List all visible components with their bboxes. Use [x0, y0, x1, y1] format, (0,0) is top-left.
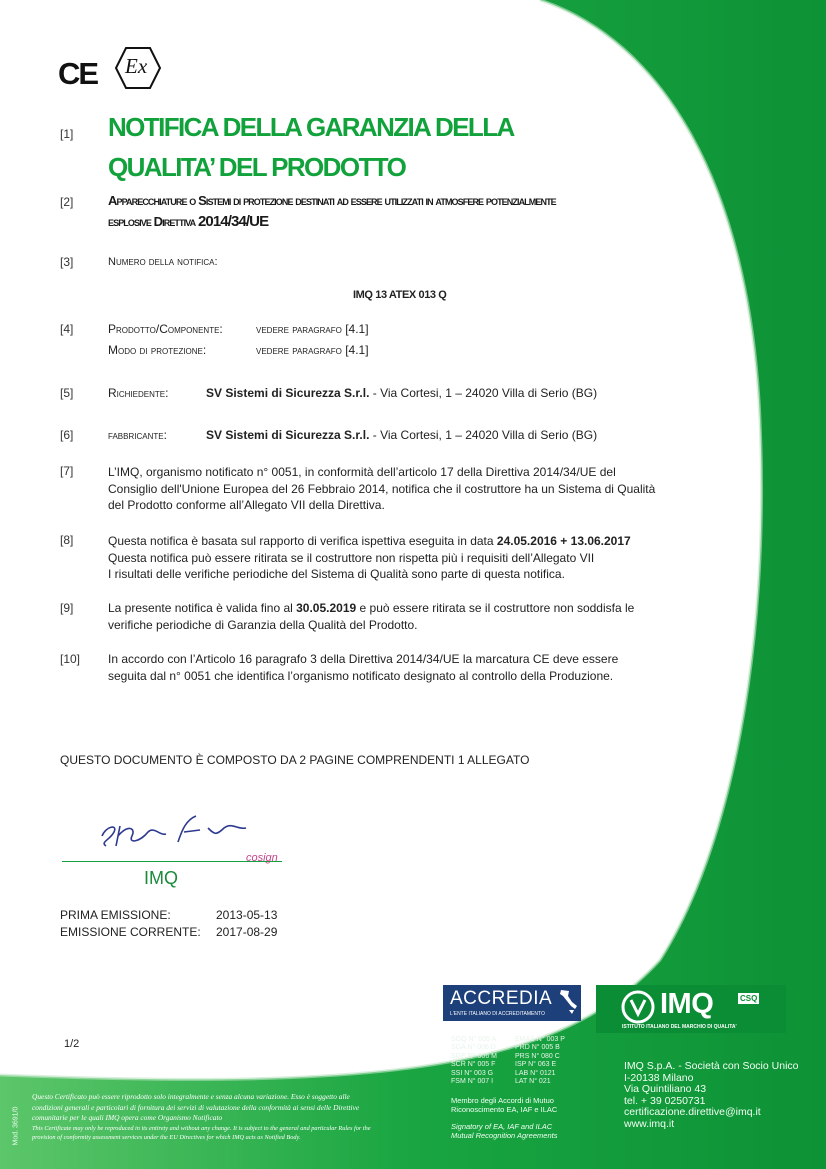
applicant-company: SV Sistemi di Sicurezza S.r.l. — [206, 386, 370, 400]
accredia-name: ACCREDIA — [450, 988, 553, 1009]
accredia-code: LAT N° 021 — [515, 1078, 551, 1086]
address-website: www.imq.it — [624, 1117, 675, 1130]
manufacturer-company: SV Sistemi di Sicurezza S.r.l. — [206, 428, 370, 442]
imq-logo-tagline: ISTITUTO ITALIANO DEL MARCHIO DI QUALITA' — [622, 1024, 737, 1030]
accredia-code: SCR N° 005 F — [451, 1061, 496, 1069]
applicant-address: - Via Cortesi, 1 – 24020 Villa di Serio (BG) — [369, 386, 598, 400]
paragraph-7 — [108, 464, 708, 514]
accredia-signatory-line: Mutual Recognition Agreements — [451, 1131, 558, 1140]
subtitle-prefix: esplosive Direttiva — [108, 214, 198, 229]
p9-prefix: La presente notifica è valida fino al — [108, 601, 297, 615]
item-number: [7] — [60, 464, 74, 478]
signature — [62, 806, 292, 896]
page-number: 1/2 — [64, 1038, 80, 1050]
applicant-value — [206, 385, 597, 402]
imq-logo — [596, 985, 786, 1033]
paragraph-line: verifiche periodiche di Garanzia della Qualità del Prodotto. — [108, 617, 418, 632]
page-title-line1: NOTIFICA DELLA GARANZIA DELLA — [108, 112, 514, 142]
item-number: [10] — [60, 652, 81, 666]
item-number: [4] — [60, 322, 74, 336]
item-number: [3] — [60, 255, 74, 269]
footer-line: Questo Certificato può essere riprodotto solo integralmente e senza alcuna variazione. Esso è soggetto alle — [32, 1092, 350, 1101]
notice-value: IMQ 13 ATEX 013 Q — [353, 289, 447, 301]
p8-prefix: Questa notifica è basata sul rapporto di verifica ispettiva eseguita in data — [108, 534, 497, 548]
form-code: Mod. 3691/0 — [12, 1106, 20, 1146]
paragraph-line: seguita dal n° 0051 che identifica l’organismo notificato designato al controllo della Produzione. — [108, 668, 614, 683]
ex-mark — [114, 46, 162, 90]
paragraph-line — [108, 533, 708, 550]
accredia-code: SGE N° 006 M — [451, 1052, 497, 1060]
csq-badge: CSQ — [740, 994, 758, 1003]
accredia-membership — [451, 1096, 557, 1114]
paragraph-line: del Prodotto conforme all’Allegato VII della Direttiva. — [108, 498, 385, 512]
product-label: Prodotto/Componente: — [108, 322, 223, 336]
footer-legal-note — [32, 1092, 442, 1142]
accredia-code: ISP N° 063 E — [515, 1061, 557, 1069]
item-number: [2] — [60, 195, 74, 209]
accredia-code: PRS N° 080 C — [515, 1052, 560, 1060]
accredia-member-line: Membro degli Accordi di Mutuo — [451, 1096, 554, 1105]
document-composition: QUESTO DOCUMENTO È COMPOSTO DA 2 PAGINE COMPRENDENTI 1 ALLEGATO — [60, 753, 530, 767]
item-number: [8] — [60, 533, 74, 547]
accredia-code: SGQ N° 005 A — [451, 1036, 497, 1043]
accredia-code: PRD N° 005 B — [515, 1044, 560, 1052]
protection-mode-label: Modo di protezione: — [108, 343, 207, 357]
footer-line: provision of conformity assessment services under the EU Directives for which IMQ acts as Notified Body. — [32, 1133, 301, 1141]
accredia-codes-col2 — [515, 1036, 565, 1086]
imq-address — [624, 1061, 799, 1130]
address-email: certificazione.direttive@imq.it — [624, 1106, 761, 1118]
item-number: [5] — [60, 386, 74, 400]
imq-emblem-icon — [620, 989, 656, 1025]
address-line: IMQ S.p.A. - Società con Socio Unico — [624, 1060, 799, 1072]
applicant-label: Richiedente: — [108, 386, 169, 400]
footer-line: This Certificate may only be reproduced in its entirety and without any change. It is subject to the general and particular Rules for the — [32, 1124, 371, 1132]
address-line: tel. + 39 0250731 — [624, 1094, 706, 1107]
accredia-codes-col1 — [451, 1036, 497, 1086]
paragraph-10 — [108, 651, 708, 684]
signature-org: IMQ — [144, 868, 178, 888]
current-issue-date: 2017-08-29 — [216, 925, 278, 939]
subtitle-line2 — [108, 213, 268, 230]
page-title-line2: QUALITA’ DEL PRODOTTO — [108, 152, 406, 182]
manufacturer-value — [206, 427, 597, 444]
ce-mark: CE — [58, 56, 98, 91]
address-line: Via Quintiliano 43 — [624, 1083, 707, 1095]
item-number: [9] — [60, 601, 74, 615]
first-issue-date: 2013-05-13 — [216, 908, 278, 922]
manufacturer-label: fabbricante: — [108, 428, 167, 442]
paragraph-line: L’IMQ, organismo notificato n° 0051, in conformità dell’articolo 17 della Direttiva 2014/34/UE del — [108, 465, 616, 479]
ex-mark-label: Ex — [125, 54, 148, 78]
paragraph-line — [108, 600, 708, 617]
protection-mode-value: vedere paragrafo [4.1] — [256, 343, 369, 357]
accredia-code: LAB N° 0121 — [515, 1069, 556, 1077]
paragraph-line: In accordo con l’Articolo 16 paragrafo 3 della Direttiva 2014/34/UE la marcatura CE deve essere — [108, 652, 619, 666]
paragraph-9 — [108, 600, 708, 633]
accredia-code: FSM N° 007 I — [451, 1078, 494, 1086]
imq-logo-name: IMQ — [660, 988, 714, 1020]
paragraph-line: Questa notifica può essere ritirata se il costruttore non rispetta più i requisiti dell’Allegato VII — [108, 550, 595, 565]
accredia-code: EMAS N° 003 P — [515, 1036, 565, 1043]
accredia-logo — [443, 985, 581, 1021]
address-line: I-20138 Milano — [624, 1071, 694, 1084]
paragraph-line: Consiglio dell'Unione Europea del 26 Febbraio 2014, notifica che il costruttore ha un Sistema di Qualità — [108, 481, 656, 496]
paragraph-line: I risultati delle verifiche periodiche del Sistema di Qualità sono parte di questa notifica. — [108, 567, 565, 581]
italy-map-icon — [557, 988, 579, 1016]
accredia-code: SGA N° 006 D — [451, 1044, 496, 1052]
paragraph-8 — [108, 533, 708, 583]
current-issue-label: EMISSIONE CORRENTE: — [60, 925, 201, 939]
p9-suffix: e può essere ritirata se il costruttore non soddisfa le — [356, 601, 635, 615]
accredia-signatory-line: Signatory of EA, IAF and ILAC — [451, 1122, 553, 1131]
audit-dates: 24.05.2016 + 13.06.2017 — [496, 534, 631, 548]
subtitle-directive: 2014/34/UE — [197, 213, 269, 230]
accredia-tagline: L'ENTE ITALIANO DI ACCREDITAMENTO — [450, 1011, 545, 1017]
notice-label: Numero della notifica: — [108, 256, 218, 268]
subtitle-line1: Apparecchiature o Sistemi di protezione destinati ad essere utilizzati in atmosfere potenzialmente — [108, 193, 556, 208]
item-number: [6] — [60, 428, 74, 442]
accredia-code: SSI N° 003 G — [451, 1069, 494, 1077]
validity-date: 30.05.2019 — [296, 601, 357, 615]
accredia-member-line: Riconoscimento EA, IAF e ILAC — [451, 1105, 558, 1114]
first-issue-label: PRIMA EMISSIONE: — [60, 908, 171, 922]
item-number: [1] — [60, 127, 74, 141]
footer-line: comunitarie per le quali IMQ opera come Organismo Notificato — [32, 1113, 223, 1123]
manufacturer-address: - Via Cortesi, 1 – 24020 Villa di Serio (BG) — [369, 428, 598, 442]
accredia-signatory — [451, 1122, 557, 1140]
cosign-label: cosign — [246, 852, 278, 864]
footer-line: condizioni generali e particolari di fornitura dei servizi di valutazione della conformità ai sensi delle Direttive — [32, 1102, 360, 1112]
product-value: vedere paragrafo [4.1] — [256, 322, 369, 336]
